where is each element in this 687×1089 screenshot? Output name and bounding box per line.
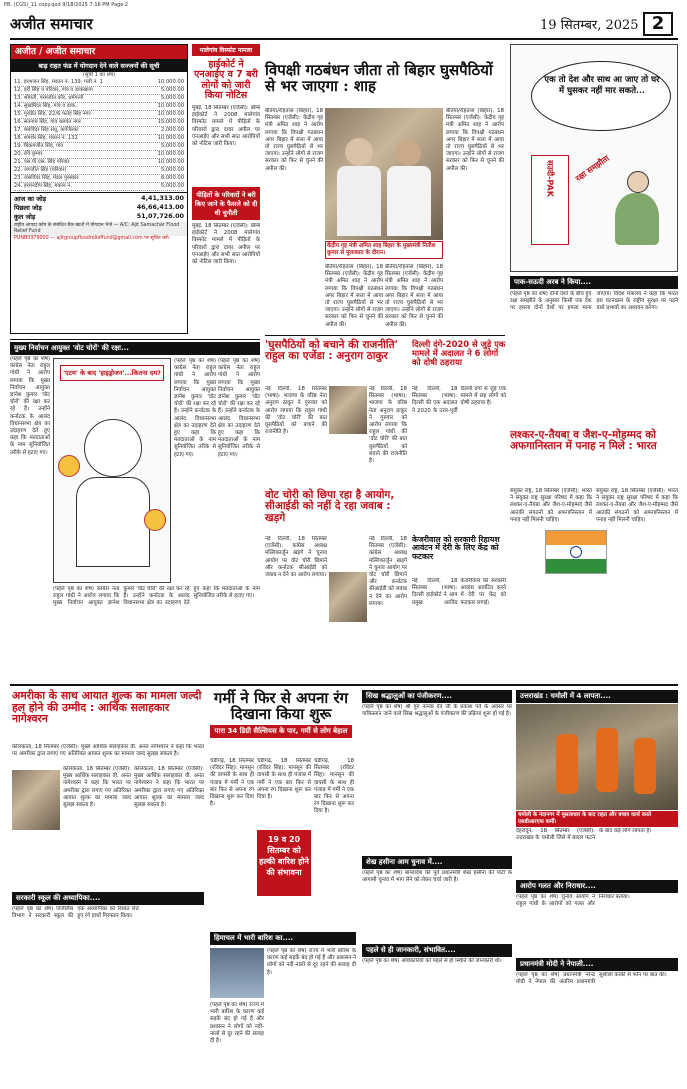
lead-body-col2: बेतिया/रोहतास (बिहार), 18 सितम्बर (एजेंसी): केंद्रीय गृह मंत्री अमित शाह ने आरोप लगाया कि विपक्षी गठबंधन अगर बिहार में सत्ता में आया तो राज्य घुसपैठियों से भर जाएगा। उन्होंने लोगों से राजग सरकार को फिर से चुनने की अपील की। [325,264,383,328]
terror-body-col2: संयुक्त राष्ट्र, 18 सितम्बर (एजेंसी): भारत ने संयुक्त राष्ट्र सुरक्षा परिषद में कहा कि लश्कर-ए-तैयबा और जैश-ए-मोहम्मद जैसे आतंकी संगठनों को अफगानिस्तान में पनाह नहीं मिलनी चाहिए। [596,488,678,523]
relief-fund-box [10,44,188,334]
cartoon-mid-bomb-2 [144,509,166,531]
kharge-photo [329,572,367,622]
relief-entry-amount: 10,000.00 [157,151,184,157]
relief-entry-text: 18. शमशेर सिंह, मकान नं. 132 [14,135,78,141]
relief-entry-text: 16. सतनाम सिंह, गांव बलवंत नगर [14,119,81,125]
heat-body-col1: चंडीगढ़, 18 सितम्बर (रविंदर सिंह): मानसून की वापसी के साथ ही पंजाब में गर्मी ने एक बार फिर से अपना रंग दिखाना शुरू कर दिया है। [210,758,254,808]
rahul-body-col1: नई दिल्ली, 18 सितम्बर (भाषा): भाजपा के वरिष्ठ नेता अनुराग ठाकुर ने गुरुवार को आरोप लगाया कि राहुल गांधी की 'वोट चोरी' की बात घुसपैठियों को बचाने की राजनीति है। [265,386,327,436]
relief-entry [14,79,184,87]
cartoon-mid-head [84,419,142,477]
cartoon-top-speech: एक तो देश और साथ आ जाए तो घर में घुसकर नहीं मार सकते... [544,75,660,96]
relief-entry-amount: 10,000.00 [157,159,184,165]
lead-photo [325,108,443,240]
heat-story [210,690,352,738]
cartoon-mid [53,358,171,583]
relief-entry-text: 17. बलविंदर सिंह संधू, फाजिल्का [14,127,79,133]
paper-name: अजीत समाचार [10,15,93,33]
cartoon-sign-2: रक्षा समझौता [573,153,611,184]
hc-subhead: पीड़ितों के परिवारों ने बरी किए जाने के फैसले को दी थी चुनौती [192,187,260,220]
cartoon-figure-head [627,171,649,193]
rescuer-2 [596,728,618,792]
relief-entry-amount: 10,000.00 [157,79,184,85]
photo-figure-2 [395,140,421,166]
school-kicker: सरकारी स्कूल की अध्यापिका.... [12,892,204,905]
lead-photo-caption: केंद्रीय गृह मंत्री अमित शाह बिहार के मुख्यमंत्री नितीश कुमार से मुलाकात के दौरान। [325,241,443,259]
terror-body-col1: संयुक्त राष्ट्र, 18 सितम्बर (एजेंसी): भारत ने संयुक्त राष्ट्र सुरक्षा परिषद में कहा कि लश्कर-ए-तैयबा और जैश-ए-मोहम्मद जैसे आतंकी संगठनों को अफगानिस्तान में पनाह नहीं मिलनी चाहिए। [510,488,592,523]
relief-total-label: आज का जोड़ [14,195,47,203]
cartoon-top [510,44,678,272]
kharge-body-col2: नई दिल्ली, 18 सितम्बर (एजेंसी): कांग्रेस अध्यक्ष मल्लिकार्जुन खड़गे ने चुनाव आयोग पर वोट चोरी छिपाने और कर्नाटक सीआईडी को जवाब न देने का आरोप लगाया। [369,536,407,607]
relief-entry [14,111,184,119]
lead-body-col3: बेतिया/रोहतास (बिहार), 18 सितम्बर (एजेंसी): केंद्रीय गृह मंत्री अमित शाह ने आरोप लगाया कि विपक्षी गठबंधन अगर बिहार में सत्ता में आया तो राज्य घुसपैठियों से भर जाएगा। उन्होंने लोगों से राजग सरकार को फिर से चुनने की अपील की। [385,264,443,328]
trade-body-col1: कोलकाता, 18 सितम्बर (एजेंसी): मुख्य आर्थिक सलाहकार वी. अनंत नागेश्वरन ने कहा कि भारत पर अमरीका द्वारा लगाए गए अतिरिक्त आयात शुल्क का मामला जल्द सुलझ सकता है। [63,766,131,809]
relief-entry-text: 15. गुरप्रीत सिंह, 22/6 फतेह सिंह नगर [14,111,91,117]
cartoon-mid-body [76,477,150,567]
kharge-headline: वोट चोरी को छिपा रहा है आयोग, सीआईडी को नहीं दे रहा जवाब : खड़गे [265,489,395,524]
relief-entry-amount: 5,000.00 [160,95,184,101]
pehle-kicker: पहले से ही जानकारी, संभावित.... [362,944,512,957]
shekh-body: (पहले पृष्ठ का शेष) बांग्लादेश की पूर्व प्रधानमंत्री शेख हसीना की पार्टी के आगामी चुनाव में भाग लेने को लेकर चर्चा जारी है। [362,870,512,884]
cartoon-mid-title: 'एटम' के बाद 'हाइड्रोजन'...कितना दम? [60,365,164,381]
relief-entry-amount: 15,000.00 [157,119,184,125]
relief-entry-amount: 2,000.00 [160,127,184,133]
rule-3 [10,684,678,686]
relief-total-row [14,194,184,203]
relief-entry-amount: 10,000.00 [157,111,184,117]
terror-headline: लश्कर-ए-तैयबा व जैश-ए-मोहम्मद को अफगानिस्तान में पनाह न मिले : भारत [510,429,657,453]
rescuer-1 [556,734,578,794]
relief-total-label: पिछला जोड़ [14,204,42,212]
relief-entry-amount: 10,000.00 [157,135,184,141]
relief-entry [14,87,184,95]
relief-entry [14,95,184,103]
himachal-photo [210,948,264,998]
trade-body-lead: कोलकाता, 18 सितम्बर (एजेंसी): मुख्य आर्थिक सलाहकार वी. अनंत नागेश्वरन ने कहा कि भारत पर अमरीका द्वारा लगाए गए अतिरिक्त आयात शुल्क का मामला जल्द सुलझ सकता है। [12,744,204,758]
relief-total-amount: 46,66,413.00 [136,203,184,211]
uttarakhand-kicker: उत्तराखंड : चमोली में 4 लापता.... [516,690,678,703]
cec-body-col2: (पहले पृष्ठ का शेष) कांग्रेस नेता राहुल गांधी ने आरोप लगाया कि मुख्य निर्वाचन आयुक्त ज्ञानेश कुमार 'वोट चोरों' की रक्षा कर रहे हैं। उन्होंने कर्नाटक के आलंद विधानसभा क्षेत्र का उदाहरण देते हुए कहा कि मतदाताओं के नाम सुनियोजित तरीके से हटाए गए। [174,358,216,458]
nageswaran-photo [12,770,60,830]
kejriwal-body: नई दिल्ली, 18 सितम्बर (भाषा): दिल्ली हाईकोर्ट ने आप प्रमुख अरविंद केजरीवाल को सरकारी आवास आवंटित करने में देरी पर केंद्र को फटकार लगाई। [412,578,506,606]
relief-total-amount: 4,41,313.00 [141,194,184,202]
masthead-rule [10,38,678,40]
shekh-kicker: शेख हसीना आम चुनाव में.... [362,856,512,869]
lead-body-col1: बेतिया/रोहतास (बिहार), 18 सितम्बर (एजेंसी): केंद्रीय गृह मंत्री अमित शाह ने आरोप लगाया कि विपक्षी गठबंधन अगर बिहार में सत्ता में आया तो राज्य घुसपैठियों से भर जाएगा। उन्होंने लोगों से राजग सरकार को फिर से चुनने की अपील की। [265,108,323,172]
heat-subhead: पारा 34 डिग्री सैल्सियस के पार, गर्मी से लोग बेहाल [210,725,352,738]
kharge-body-col1: नई दिल्ली, 18 सितम्बर (एजेंसी): कांग्रेस अध्यक्ष मल्लिकार्जुन खड़गे ने चुनाव आयोग पर वोट चोरी छिपाने और कर्नाटक सीआईडी को जवाब न देने का आरोप लगाया। [265,536,327,579]
relief-entry [14,135,184,143]
relief-total-row [14,212,184,221]
prepress-info: PB. (CGS)_11 copy.qxd 9/18/2025 7:16 PM Page 2 [4,2,129,8]
relief-entry [14,183,184,191]
photo-figure-1 [345,138,373,166]
uttarakhand-body: देहरादून, 18 सितम्बर (एजेंसी): उत्तराखंड के चमोली जिले में बादल फटने के बाद कई लोग लापता हैं। [516,828,652,842]
relief-appeal: राष्ट्रीय आपदा कोष के संबंधित बैंक खातों में योगदान भेजें — A/C: Ajit Samachar Flood Relief Fund [11,222,187,236]
delhi-body: नई दिल्ली, 18 सितम्बर (भाषा): दिल्ली की एक अदालत ने 2020 के उत्तर-पूर्वी दिल्ली दंगों से जुड़े एक मामले में छह लोगों को दोषी ठहराया है। [412,386,506,414]
cartoon-figure [615,193,659,245]
relief-entry [14,143,184,151]
photo-figure-1-body [337,166,381,236]
heat-headline: गर्मी ने फिर से अपना रंग दिखाना किया शुरू [213,689,349,724]
photo-figure-2-body [387,166,431,236]
relief-brand: अजीत / अजीत समाचार [11,45,187,59]
aarop-body: (पहले पृष्ठ का शेष) चुनाव आयोग ने राहुल गांधी के आरोपों को गलत और निराधार बताया। [516,894,630,908]
relief-entry-amount: 5,000.00 [160,183,184,189]
flag-chakra [570,546,582,558]
pehle-body: (पहले पृष्ठ का शेष) अधिकारियों को पहले से ही स्थिति की जानकारी थी। [362,958,502,964]
relief-entry [14,119,184,127]
relief-entries [11,79,187,191]
delhi-headline: दिल्ली दंगे-2020 से जुड़े एक मामले में अदालत ने 6 लोगों को दोषी ठहराया [412,339,506,368]
relief-entry [14,167,184,175]
rescuer-3 [634,738,656,794]
relief-entry-text: 20. रवि कुमार [14,151,43,157]
rahul-headline: 'घुसपैठियों को बचाने की राजनीति' राहुल का एजेंडा : अनुराग ठाकुर [265,339,398,363]
relief-entry [14,127,184,135]
pak-story [510,276,678,426]
relief-entry-text: 13. श्रीमती, परमजीत कौर, धर्मपत्नी [14,95,84,101]
lead-headline: विपक्षी गठबंधन जीता तो बिहार घुसपैठियों से भर जाएगा : शाह [265,61,493,96]
pak-body: (पहले पृष्ठ का शेष) दोनों देशों के बीच हुए रक्षा समझौते के अनुसार किसी एक देश पर हमला दोनों देशों पर हमला माना जाएगा। विदेश मंत्रालय ने कहा कि भारत इस घटनाक्रम के राष्ट्रीय सुरक्षा पर पड़ने वाले प्रभावों का अध्ययन करेगा। [510,291,678,312]
relief-entry-text: 21. एस.पी.एस. सिंह परिवार [14,159,70,165]
relief-entry-text: 22. जगजीत सिंह (परिवार) [14,167,67,173]
hc-headline: हाईकोर्ट ने एनआईए व 7 बरी लोगों को जारी किया नोटिस [194,59,258,101]
relief-entry-text: 12. हरी सिंह व परिवार, गांव व डाकखाना [14,87,93,93]
page-number: 2 [643,12,673,36]
relief-entry-text: 14. सुखमिंदर सिंह, गांव व डाक. [14,103,77,109]
cartoon-mid-bomb-1 [58,455,80,477]
lead-body-col4: बेतिया/रोहतास (बिहार), 18 सितम्बर (एजेंसी): केंद्रीय गृह मंत्री अमित शाह ने आरोप लगाया कि विपक्षी गठबंधन अगर बिहार में सत्ता में आया तो राज्य घुसपैठियों से भर जाएगा। उन्होंने लोगों से राजग सरकार को फिर से चुनने की अपील की। [446,108,504,172]
relief-entry-text: 19. बिक्रमजीत सिंह, गांव [14,143,64,149]
trade-headline: अमरीका के साथ आयात शुल्क का मामला जल्दी हल होने की उम्मीद : आर्थिक सलाहकार नागेश्वरन [12,689,202,726]
relief-entry-text: 11. हरभजन सिंह, मकान नं. 139, गली नं. 1 [14,79,103,85]
himachal-body-cont: (पहले पृष्ठ का शेष) राज्य में भारी बारिश के कारण कई सड़कें बंद हो गई हैं और प्रशासन ने लोगों को नदी-नालों से दूर रहने की सलाह दी है। [210,1002,264,1045]
masthead [0,12,687,36]
hc-body-cont: मुंबई, 18 सितम्बर (एजेंसी): बॉम्बे हाईकोर्ट ने 2008 मालेगांव विस्फोट मामले में पीड़ितों के परिवारों द्वारा दायर अपील पर एनआईए और सभी सात आरोपियों को नोटिस जारी किया। [192,223,260,266]
hc-kicker: मालेगांव विस्फोट मामला [192,44,260,56]
cec-body-cont: (पहले पृष्ठ का शेष) कांग्रेस नेता राहुल गांधी ने आरोप लगाया कि मुख्य निर्वाचन आयुक्त ज्ञानेश कुमार 'वोट चोरों' की रक्षा कर रहे हैं। उन्होंने कर्नाटक के आलंद विधानसभा क्षेत्र का उदाहरण देते हुए कहा कि मतदाताओं के नाम सुनियोजित तरीके से हटाए गए। [53,586,260,607]
relief-entry-amount: 5,000.00 [160,143,184,149]
trade-body-col2: कोलकाता, 18 सितम्बर (एजेंसी): मुख्य आर्थिक सलाहकार वी. अनंत नागेश्वरन ने कहा कि भारत पर अमरीका द्वारा लगाए गए अतिरिक्त आयात शुल्क का मामला जल्द सुलझ सकता है। [134,766,204,809]
cec-kicker: मुख्य निर्वाचन आयुक्त 'वोट चोरों' की रक्षा... [10,342,260,355]
relief-entry [14,159,184,167]
heat-body-col3: चंडीगढ़, 18 सितम्बर (रविंदर सिंह): मानसून की वापसी के साथ ही पंजाब में गर्मी ने एक बार फिर से अपना रंग दिखाना शुरू कर दिया है। [314,758,354,815]
uttarakhand-caption: चमोली के नंदानगर में मूसलाधार के बाद राहत और बचाव कार्य करते एसडीआरएफ कर्मी। [516,811,678,827]
kejriwal-headline: केजरीवाल को सरकारी रिहायश आवंटन में देरी के लिए केंद्र को फटकार [412,535,500,561]
relief-entry-text: 24. हरमनदीप सिंह, मकान नं. [14,183,72,189]
relief-total-label: कुल जोड़ [14,213,36,221]
relief-totals [11,192,187,222]
sikh-kicker: सिख श्रद्धालुओं का पंजीकरण.... [362,690,512,703]
sikh-body: (पहले पृष्ठ का शेष) श्री गुरु नानक देव जी के प्रकाश पर्व के अवसर पर पाकिस्तान जाने वाले सिख श्रद्धालुओं के पंजीकरण की प्रक्रिया शुरू हो गई है। [362,704,512,718]
pak-kicker: पाक-सऊदी अरब ने किया.... [510,276,678,289]
aarop-kicker: आरोप गलत और निराधार.... [516,880,678,893]
heat-body-col2: चंडीगढ़, 18 सितम्बर (रविंदर सिंह): मानसून की वापसी के साथ ही पंजाब में गर्मी ने एक बार फिर से अपना रंग दिखाना शुरू कर दिया है। [257,758,311,801]
anurag-photo [329,386,367,434]
relief-entry-text: 23. जसविंदर सिंह, मेडल पुरस्कार [14,175,79,181]
hc-story [192,44,260,334]
relief-subtitle: (सूची 1 का शेष) [82,72,116,78]
relief-entry-amount: 8,000.00 [160,175,184,181]
cartoon-sign-post [531,155,569,245]
relief-entry-amount: 5,000.00 [160,87,184,93]
issue-date: 19 सितम्बर, 2025 [540,18,639,33]
relief-entry-amount: 10,000.00 [157,103,184,109]
relief-total-amount: 51,07,726.00 [136,212,184,220]
rule-2 [10,339,260,340]
cec-body-col1: (पहले पृष्ठ का शेष) कांग्रेस नेता राहुल गांधी ने आरोप लगाया कि मुख्य निर्वाचन आयुक्त ज्ञानेश कुमार 'वोट चोरों' की रक्षा कर रहे हैं। उन्होंने कर्नाटक के आलंद विधानसभा क्षेत्र का उदाहरण देते हुए कहा कि मतदाताओं के नाम सुनियोजित तरीके से हटाए गए। [10,356,50,456]
relief-entry [14,103,184,111]
hc-body: मुंबई, 18 सितम्बर (एजेंसी): बॉम्बे हाईकोर्ट ने 2008 मालेगांव विस्फोट मामले में पीड़ितों के परिवारों द्वारा दायर अपील पर एनआईए और सभी सात आरोपियों को नोटिस जारी किया। [192,105,260,148]
rahul-body-col2: नई दिल्ली, 18 सितम्बर (भाषा): भाजपा के वरिष्ठ नेता अनुराग ठाकुर ने गुरुवार को आरोप लगाया कि राहुल गांधी की 'वोट चोरी' की बात घुसपैठियों को बचाने की राजनीति है। [369,386,407,465]
modi-kicker: प्रधानमंत्री मोदी ने नेपाली.... [516,958,678,971]
school-body: (पहले पृष्ठ का शेष) विजीलैंस विभाग ने सरकारी स्कूल की एक अध्यापिका को रिश्वत लेते हुए रंगे हाथों गिरफ्तार किया। [12,906,139,920]
heat-callout: 19 व 20 सितम्बर को हल्की बारिश होने की संभावना [257,830,311,896]
cec-body-col3: (पहले पृष्ठ का शेष) कांग्रेस नेता राहुल गांधी ने आरोप लगाया कि मुख्य निर्वाचन आयुक्त ज्ञानेश कुमार 'वोट चोरों' की रक्षा कर रहे हैं। उन्होंने कर्नाटक के आलंद विधानसभा क्षेत्र का उदाहरण देते हुए कहा कि मतदाताओं के नाम सुनियोजित तरीके से हटाए गए। [218,358,260,458]
cartoon-sign-1: सउदी-PAK [545,160,555,197]
himachal-kicker: हिमाचल में भारी बारिश का.... [210,932,356,945]
rule-1 [265,335,505,336]
relief-appeal-account: PUNB0379000 — ajitgroupfloodrelieffund@gmail.com पर सूचित करें। [14,236,170,241]
himachal-body: (पहले पृष्ठ का शेष) राज्य में भारी बारिश के कारण कई सड़कें बंद हो गई हैं और प्रशासन ने लोगों को नदी-नालों से दूर रहने की सलाह दी है। [267,948,356,976]
relief-entry [14,175,184,183]
modi-body: (पहले पृष्ठ का शेष) प्रधानमंत्री नरेन्द्र मोदी ने नेपाल की अंतरिम प्रधानमंत्री सुशीला कार्की से फोन पर बात की। [516,972,667,986]
relief-entry-amount: 5,000.00 [160,167,184,173]
relief-total-row [14,203,184,212]
relief-title: बाढ़ राहत फंड में योगदान देने वाले सज्जनों की सूची [11,59,187,72]
uttarakhand-photo [516,704,678,810]
relief-entry [14,151,184,159]
